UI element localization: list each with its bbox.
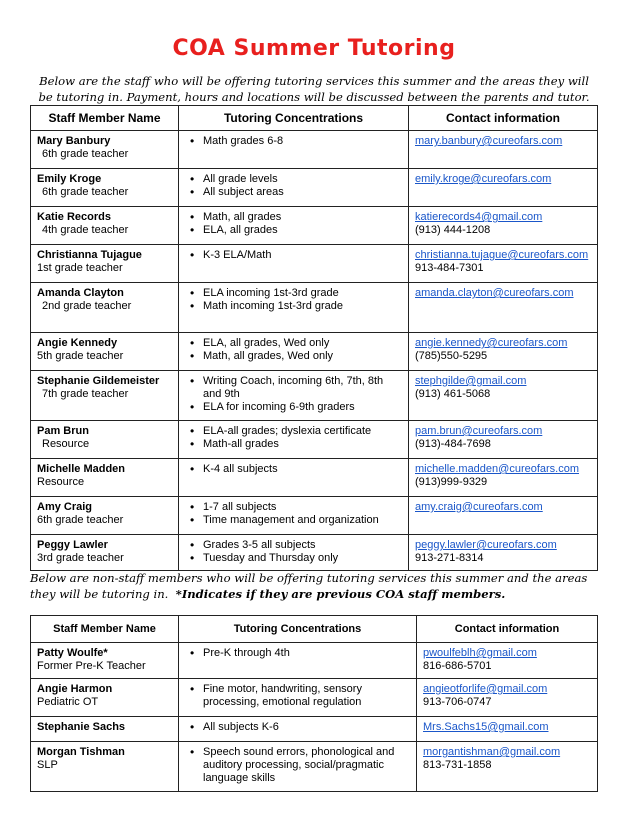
table-row bbox=[31, 333, 598, 371]
concentrations-list bbox=[185, 425, 402, 451]
table-row bbox=[31, 371, 598, 421]
table-row bbox=[31, 421, 598, 459]
concentrations-list bbox=[185, 249, 402, 262]
concentration-item: • K-4 all subjects bbox=[203, 463, 402, 476]
contact-cell bbox=[409, 245, 598, 283]
staff-name-cell bbox=[31, 497, 179, 535]
header-contact: Contact information bbox=[417, 616, 598, 643]
concentrations-list bbox=[185, 746, 410, 785]
concentrations-cell bbox=[179, 207, 409, 245]
table-row bbox=[31, 717, 598, 742]
contact-cell bbox=[409, 421, 598, 459]
concentration-item: • ELA, all grades bbox=[203, 224, 402, 237]
phone-number: 913-706-0747 bbox=[423, 696, 492, 708]
contact-cell bbox=[409, 497, 598, 535]
contact-cell bbox=[417, 679, 598, 717]
concentration-item: • Math incoming 1st-3rd grade bbox=[203, 300, 402, 313]
staff-name: Mary Banbury bbox=[37, 135, 111, 147]
contact-cell bbox=[409, 459, 598, 497]
table-row bbox=[31, 131, 598, 169]
concentration-item: • ELA for incoming 6-9th graders bbox=[203, 401, 402, 414]
contact-cell bbox=[417, 717, 598, 742]
staff-role: 3rd grade teacher bbox=[37, 552, 124, 564]
staff-name: Michelle Madden bbox=[37, 463, 126, 475]
staff-role: 6th grade teacher bbox=[42, 148, 129, 160]
concentration-item: • Grades 3-5 all subjects bbox=[203, 539, 402, 552]
staff-table bbox=[30, 105, 598, 571]
concentration-item: • Pre-K through 4th bbox=[203, 647, 410, 660]
table-row bbox=[31, 643, 598, 679]
phone-number: (913) 444-1208 bbox=[415, 224, 491, 236]
email-link[interactable]: angie.kennedy@cureofars.com bbox=[415, 337, 568, 349]
concentrations-cell bbox=[179, 169, 409, 207]
email-link[interactable]: amanda.clayton@cureofars.com bbox=[415, 287, 574, 299]
concentrations-cell bbox=[179, 333, 409, 371]
concentration-item: • Math, all grades, Wed only bbox=[203, 350, 402, 363]
table-header-row bbox=[31, 106, 598, 131]
concentrations-cell bbox=[179, 421, 409, 459]
staff-name: Peggy Lawler bbox=[37, 539, 108, 551]
concentration-item: • All subject areas bbox=[203, 186, 402, 199]
table-row bbox=[31, 679, 598, 717]
header-staff-name: Staff Member Name bbox=[31, 616, 179, 643]
contact-cell bbox=[417, 643, 598, 679]
staff-role: 1st grade teacher bbox=[37, 262, 123, 274]
phone-number: (785)550-5295 bbox=[415, 350, 488, 362]
header-contact: Contact information bbox=[409, 106, 598, 131]
concentrations-cell bbox=[179, 497, 409, 535]
concentration-item: • Fine motor, handwriting, sensory processing, emotional regulation bbox=[203, 683, 410, 709]
concentration-item: • Speech sound errors, phonological and auditory processing, social/pragmatic language skills bbox=[203, 746, 410, 785]
contact-cell bbox=[409, 207, 598, 245]
staff-role: 5th grade teacher bbox=[37, 350, 124, 362]
concentration-item: • Writing Coach, incoming 6th, 7th, 8th and 9th bbox=[203, 375, 402, 401]
email-link[interactable]: mary.banbury@cureofars.com bbox=[415, 135, 563, 147]
concentrations-cell bbox=[179, 742, 417, 792]
email-link[interactable]: amy.craig@cureofars.com bbox=[415, 501, 543, 513]
concentrations-cell bbox=[179, 535, 409, 571]
concentration-item: • All subjects K-6 bbox=[203, 721, 410, 734]
table-header-row bbox=[31, 616, 598, 643]
staff-name: Amy Craig bbox=[37, 501, 93, 513]
email-link[interactable]: emily.kroge@cureofars.com bbox=[415, 173, 552, 185]
staff-name-cell bbox=[31, 717, 179, 742]
contact-cell bbox=[409, 169, 598, 207]
concentrations-cell bbox=[179, 679, 417, 717]
phone-number: (913) 461-5068 bbox=[415, 388, 491, 400]
contact-cell bbox=[409, 535, 598, 571]
non-staff-table bbox=[30, 615, 598, 792]
email-link[interactable]: angieotforlife@gmail.com bbox=[423, 683, 548, 695]
staff-name: Angie Kennedy bbox=[37, 337, 118, 349]
concentrations-cell bbox=[179, 459, 409, 497]
table-row bbox=[31, 245, 598, 283]
table-row bbox=[31, 207, 598, 245]
non-staff-intro-text: Below are non-staff members who will be offering tutoring services this summer and the areas they will be tutoring in. bbox=[30, 571, 588, 601]
concentrations-list bbox=[185, 375, 402, 414]
contact-cell bbox=[409, 131, 598, 169]
email-link[interactable]: peggy.lawler@cureofars.com bbox=[415, 539, 557, 551]
concentrations-list bbox=[185, 173, 402, 199]
staff-name-cell bbox=[31, 371, 179, 421]
staff-name-cell bbox=[31, 245, 179, 283]
staff-name-cell bbox=[31, 207, 179, 245]
staff-name: Emily Kroge bbox=[37, 173, 102, 185]
staff-name-cell bbox=[31, 459, 179, 497]
contact-cell bbox=[409, 371, 598, 421]
email-link[interactable]: morgantishman@gmail.com bbox=[423, 746, 561, 758]
email-link[interactable]: pwoulfeblh@gmail.com bbox=[423, 647, 537, 659]
staff-name-cell bbox=[31, 421, 179, 459]
staff-name: Angie Harmon bbox=[37, 683, 113, 695]
email-link[interactable]: michelle.madden@cureofars.com bbox=[415, 463, 580, 475]
concentrations-list bbox=[185, 287, 402, 313]
contact-cell bbox=[409, 333, 598, 371]
staff-table-body bbox=[31, 131, 598, 571]
staff-name-cell bbox=[31, 283, 179, 333]
staff-role: 7th grade teacher bbox=[42, 388, 129, 400]
header-staff-name: Staff Member Name bbox=[31, 106, 179, 131]
concentrations-list bbox=[185, 721, 410, 734]
staff-name: Amanda Clayton bbox=[37, 287, 124, 299]
non-staff-note: *Indicates if they are previous COA staff members. bbox=[175, 587, 506, 601]
email-link[interactable]: stephgilde@gmail.com bbox=[415, 375, 527, 387]
concentrations-list bbox=[185, 539, 402, 565]
concentrations-cell bbox=[179, 283, 409, 333]
staff-role: 4th grade teacher bbox=[42, 224, 129, 236]
staff-name-cell bbox=[31, 742, 179, 792]
table-row bbox=[31, 283, 598, 333]
staff-name: Morgan Tishman bbox=[37, 746, 125, 758]
staff-role: 2nd grade teacher bbox=[42, 300, 132, 312]
concentrations-cell bbox=[179, 717, 417, 742]
staff-role: Former Pre-K Teacher bbox=[37, 660, 146, 672]
staff-role: 6th grade teacher bbox=[37, 514, 124, 526]
phone-number: (913)999-9329 bbox=[415, 476, 488, 488]
email-link[interactable]: Mrs.Sachs15@gmail.com bbox=[423, 721, 549, 733]
staff-name-cell bbox=[31, 169, 179, 207]
phone-number: 913-271-8314 bbox=[415, 552, 484, 564]
header-concentrations: Tutoring Concentrations bbox=[179, 106, 409, 131]
page-title: COA Summer Tutoring bbox=[172, 36, 456, 61]
staff-name: Patty Woulfe* bbox=[37, 647, 108, 659]
concentration-item: • Math grades 6-8 bbox=[203, 135, 402, 148]
staff-role: SLP bbox=[37, 759, 58, 771]
concentration-item: • All grade levels bbox=[203, 173, 402, 186]
concentrations-list bbox=[185, 683, 410, 709]
concentrations-list bbox=[185, 135, 402, 148]
staff-name: Katie Records bbox=[37, 211, 111, 223]
table-row bbox=[31, 169, 598, 207]
staff-name: Pam Brun bbox=[37, 425, 89, 437]
header-concentrations: Tutoring Concentrations bbox=[179, 616, 417, 643]
staff-name-cell bbox=[31, 643, 179, 679]
concentration-item: • Time management and organization bbox=[203, 514, 402, 527]
staff-role: Resource bbox=[37, 476, 85, 488]
concentrations-cell bbox=[179, 643, 417, 679]
concentration-item: • ELA, all grades, Wed only bbox=[203, 337, 402, 350]
staff-name: Christianna Tujague bbox=[37, 249, 142, 261]
concentrations-list bbox=[185, 211, 402, 237]
non-staff-table-body bbox=[31, 643, 598, 792]
staff-role: 6th grade teacher bbox=[42, 186, 129, 198]
concentrations-cell bbox=[179, 131, 409, 169]
table-row bbox=[31, 459, 598, 497]
concentration-item: • K-3 ELA/Math bbox=[203, 249, 402, 262]
concentrations-list bbox=[185, 647, 410, 660]
email-link[interactable]: pam.brun@cureofars.com bbox=[415, 425, 543, 437]
staff-name-cell bbox=[31, 131, 179, 169]
concentrations-list bbox=[185, 501, 402, 527]
email-link[interactable]: christianna.tujague@cureofars.com bbox=[415, 249, 589, 261]
concentrations-cell bbox=[179, 371, 409, 421]
non-staff-intro bbox=[30, 570, 610, 602]
concentration-item: • Math-all grades bbox=[203, 438, 402, 451]
table-row bbox=[31, 742, 598, 792]
concentration-item: • ELA-all grades; dyslexia certificate bbox=[203, 425, 402, 438]
phone-number: (913)-484-7698 bbox=[415, 438, 491, 450]
staff-role: Resource bbox=[42, 438, 90, 450]
staff-role: Pediatric OT bbox=[37, 696, 99, 708]
staff-name-cell bbox=[31, 333, 179, 371]
concentration-item: • ELA incoming 1st-3rd grade bbox=[203, 287, 402, 300]
concentration-item: • 1-7 all subjects bbox=[203, 501, 402, 514]
staff-name-cell bbox=[31, 679, 179, 717]
table-row bbox=[31, 535, 598, 571]
table-row bbox=[31, 497, 598, 535]
concentrations-list bbox=[185, 463, 402, 476]
phone-number: 913-484-7301 bbox=[415, 262, 484, 274]
concentrations-list bbox=[185, 337, 402, 363]
phone-number: 816-686-5701 bbox=[423, 660, 492, 672]
staff-intro-text: Below are the staff who will be offering tutoring services this summer and the areas they will be tutoring in. Payment, hours and locations will be discussed between the parents and tutor. bbox=[38, 74, 590, 104]
concentration-item: • Math, all grades bbox=[203, 211, 402, 224]
staff-name: Stephanie Sachs bbox=[37, 721, 126, 733]
email-link[interactable]: katierecords4@gmail.com bbox=[415, 211, 543, 223]
contact-cell bbox=[409, 283, 598, 333]
contact-cell bbox=[417, 742, 598, 792]
concentrations-cell bbox=[179, 245, 409, 283]
concentration-item: • Tuesday and Thursday only bbox=[203, 552, 402, 565]
staff-name-cell bbox=[31, 535, 179, 571]
staff-name: Stephanie Gildemeister bbox=[37, 375, 160, 387]
phone-number: 813-731-1858 bbox=[423, 759, 492, 771]
